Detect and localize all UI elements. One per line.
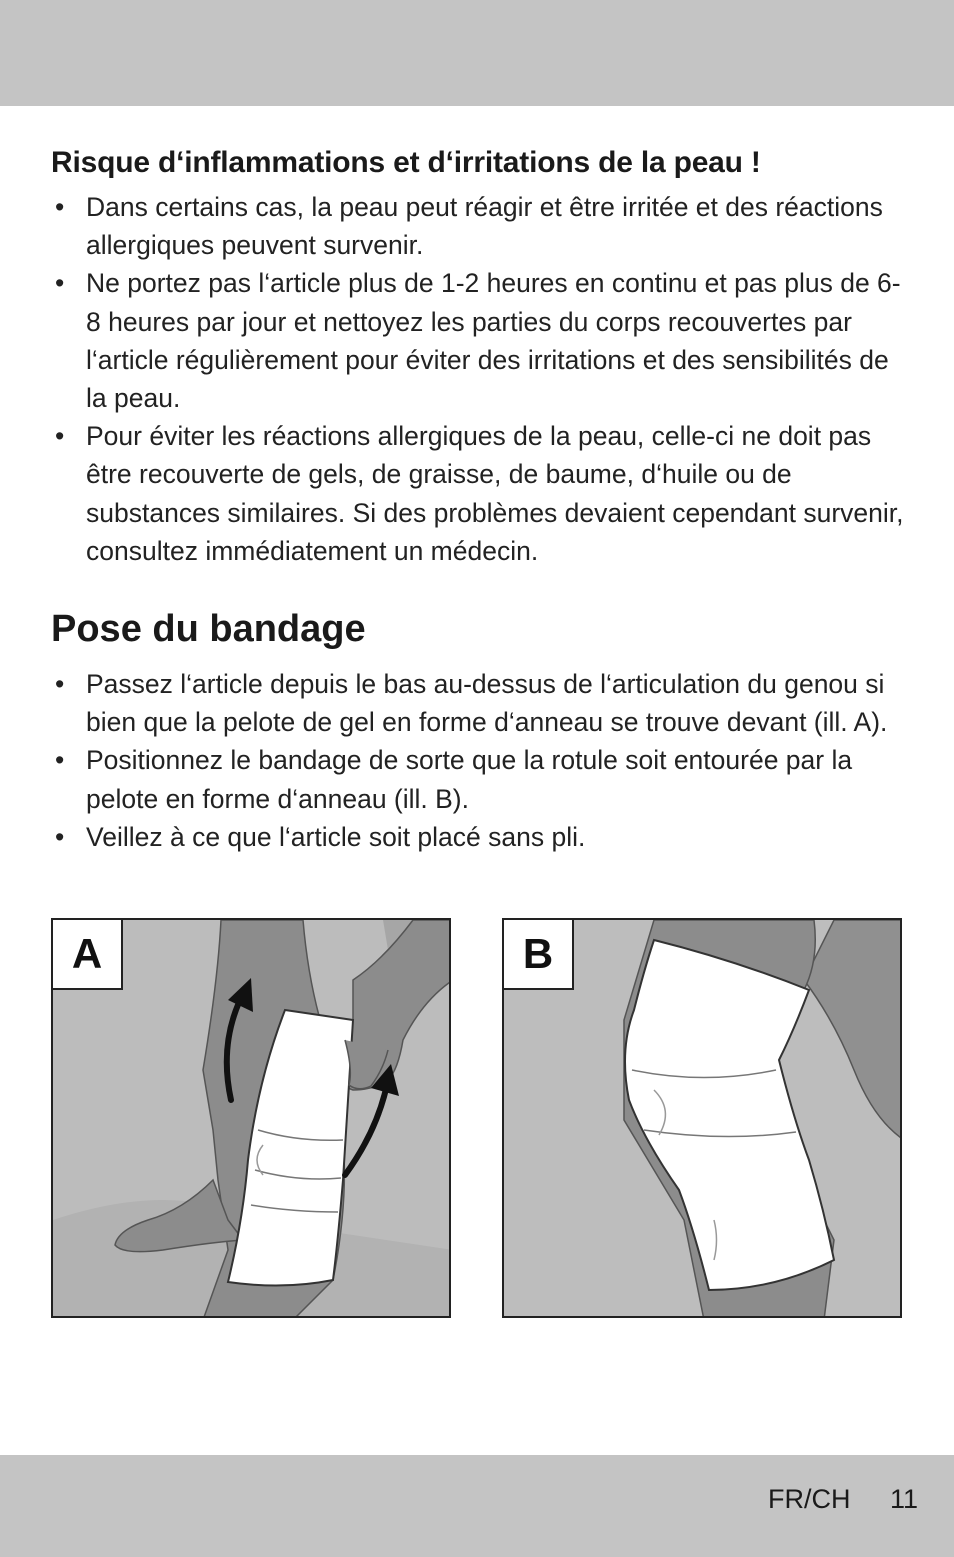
bullet-dot: • <box>55 669 65 699</box>
illustration-label-b: B <box>504 920 574 990</box>
bullet-dot: • <box>55 821 65 852</box>
bullet-dot: • <box>55 745 65 776</box>
list-item: • Dans certains cas, la peau peut réagir et être irritée et des réactions allergiques peuvent survenir. <box>51 188 911 264</box>
illustration-label-a: A <box>53 920 123 990</box>
bullet-dot: • <box>55 192 65 222</box>
bullet-dot: • <box>55 268 65 299</box>
footer-locale: FR/CH <box>768 1484 851 1514</box>
skin-risk-list <box>51 188 911 570</box>
illustration-b <box>502 918 902 1318</box>
page-number: 11 <box>890 1484 919 1514</box>
section-title-skin-risk: Risque d‘inflammations et d‘irritations de la peau ! <box>51 146 761 179</box>
header-band <box>0 0 954 106</box>
list-item: • Veillez à ce que l‘article soit placé sans pli. <box>51 818 911 856</box>
illustration-a <box>51 918 451 1318</box>
bullet-dot: • <box>55 421 65 452</box>
section-title-bandage: Pose du bandage <box>51 608 366 650</box>
list-item: • Ne portez pas l‘article plus de 1-2 heures en continu et pas plus de 6-8 heures par jour et nettoyez les parties du corps recouvertes par l‘article régulièrement pour éviter des irritations et des sensibilités de la peau. <box>51 264 911 417</box>
list-item: • Pour éviter les réactions allergiques de la peau, celle-ci ne doit pas être recouverte de gels, de graisse, de baume, d‘huile ou de substances similaires. Si des problèmes devaient cependant survenir, consultez immédiatement un médecin. <box>51 417 911 570</box>
list-item: • Passez l‘article depuis le bas au-dessus de l‘articulation du genou si bien que la pelote de gel en forme d‘anneau se trouve devant (ill. A). <box>51 665 911 741</box>
bandage-steps-list <box>51 665 911 856</box>
list-item: • Positionnez le bandage de sorte que la rotule soit entourée par la pelote en forme d‘anneau (ill. B). <box>51 741 911 817</box>
